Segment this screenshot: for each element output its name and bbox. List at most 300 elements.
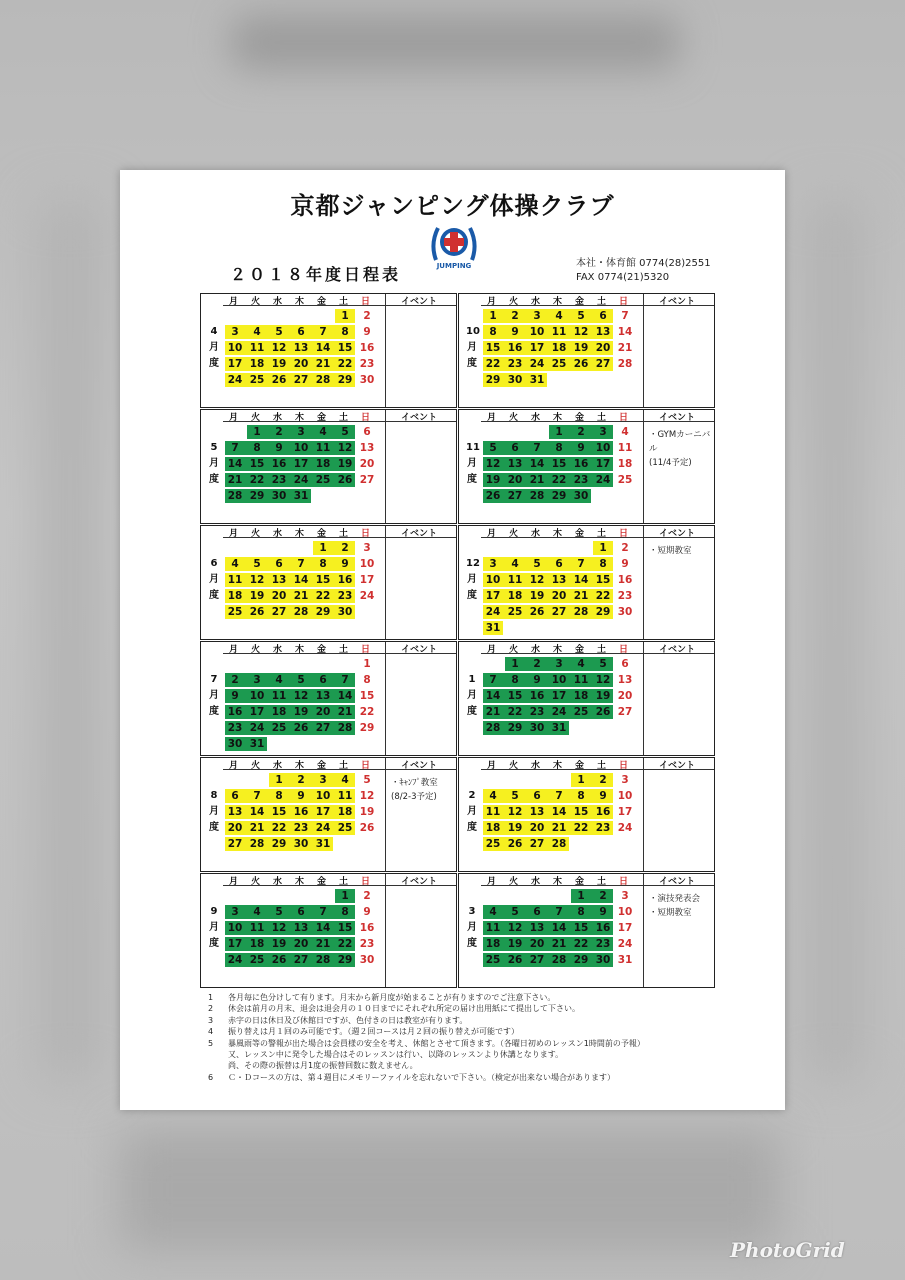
- weekday-header: 水: [273, 297, 283, 307]
- day-cell: 25: [249, 954, 265, 966]
- month-label: 10 月 度: [466, 326, 480, 369]
- day-cell: 27: [315, 722, 331, 734]
- day-cell: 2: [297, 774, 305, 786]
- day-cell: 14: [551, 922, 567, 934]
- day-cell: 11: [485, 806, 501, 818]
- day-cell: 24: [485, 606, 501, 618]
- day-cell: 10: [529, 326, 545, 338]
- month-label: 6 月 度: [209, 558, 219, 601]
- weekday-header: 水: [531, 413, 541, 423]
- weekday-header: 月: [487, 645, 497, 655]
- day-cell: 5: [363, 774, 371, 786]
- day-cell: 25: [271, 722, 287, 734]
- day-cell: 12: [271, 922, 287, 934]
- day-cell: 1: [275, 774, 283, 786]
- day-cell: 24: [529, 358, 545, 370]
- day-cell: 24: [249, 722, 265, 734]
- blurred-background-top: [230, 15, 680, 70]
- day-cell: 11: [485, 922, 501, 934]
- day-cell: 28: [485, 722, 501, 734]
- day-cell: 19: [271, 938, 287, 950]
- blurred-background-bottom: [120, 1130, 780, 1250]
- month-block: [200, 873, 457, 988]
- day-cell: 20: [551, 590, 567, 602]
- day-cell: 19: [529, 590, 545, 602]
- day-cell: 22: [595, 590, 611, 602]
- header-divider: [223, 305, 456, 306]
- weekday-header: 日: [361, 413, 371, 423]
- day-cell: 18: [507, 590, 523, 602]
- day-cell: 18: [337, 806, 353, 818]
- month-label: 7 月 度: [209, 674, 219, 717]
- event-header: イベント: [401, 529, 438, 539]
- day-cell: 28: [249, 838, 265, 850]
- day-cell: 29: [337, 374, 353, 386]
- month-label: 11 月 度: [466, 442, 480, 485]
- day-cell: 27: [617, 706, 633, 718]
- day-cell: 3: [489, 558, 497, 570]
- day-cell: 27: [293, 954, 309, 966]
- day-cell: 26: [529, 606, 545, 618]
- day-cell: 2: [599, 890, 607, 902]
- day-cell: 26: [485, 490, 501, 502]
- day-cell: 21: [315, 938, 331, 950]
- month-block: [458, 409, 715, 524]
- blurred-background-right: [805, 200, 865, 1080]
- day-cell: 4: [489, 790, 497, 802]
- day-cell: 17: [485, 590, 501, 602]
- day-cell: 2: [363, 310, 371, 322]
- day-cell: 7: [319, 906, 327, 918]
- day-cell: 23: [573, 474, 589, 486]
- weekday-header: 火: [509, 297, 519, 307]
- day-cell: 7: [555, 906, 563, 918]
- day-cell: 16: [359, 342, 375, 354]
- day-cell: 20: [359, 458, 375, 470]
- event-item: ・GYMカーニバル: [649, 430, 711, 454]
- day-cell: 27: [359, 474, 375, 486]
- day-cell: 25: [485, 954, 501, 966]
- notes-section: [208, 992, 768, 1083]
- event-divider: [643, 294, 644, 407]
- day-cell: 5: [577, 310, 585, 322]
- day-cell: 30: [617, 606, 633, 618]
- day-cell: 23: [359, 358, 375, 370]
- day-cell: 10: [551, 674, 567, 686]
- header-divider: [223, 653, 456, 654]
- day-cell: 28: [315, 954, 331, 966]
- day-cell: 20: [617, 690, 633, 702]
- day-cell: 19: [507, 938, 523, 950]
- note-number: 5: [208, 1038, 214, 1048]
- day-cell: 12: [271, 342, 287, 354]
- day-cell: 17: [617, 806, 633, 818]
- weekday-header: 金: [575, 761, 585, 771]
- weekday-header: 日: [619, 877, 629, 887]
- day-cell: 7: [577, 558, 585, 570]
- day-cell: 6: [231, 790, 239, 802]
- day-cell: 2: [621, 542, 629, 554]
- month-block: [458, 641, 715, 756]
- day-cell: 19: [507, 822, 523, 834]
- day-cell: 2: [599, 774, 607, 786]
- day-cell: 7: [231, 442, 239, 454]
- day-cell: 23: [617, 590, 633, 602]
- day-cell: 16: [595, 922, 611, 934]
- weekday-header: 木: [553, 877, 563, 887]
- note-line: [208, 1060, 768, 1071]
- month-block: [458, 525, 715, 640]
- day-cell: 30: [573, 490, 589, 502]
- weekday-header: 月: [229, 413, 239, 423]
- day-cell: 20: [227, 822, 243, 834]
- day-cell: 25: [485, 838, 501, 850]
- day-cell: 16: [617, 574, 633, 586]
- day-cell: 30: [359, 954, 375, 966]
- day-cell: 21: [249, 822, 265, 834]
- weekday-header: 水: [531, 761, 541, 771]
- day-cell: 10: [293, 442, 309, 454]
- day-cell: 4: [253, 326, 261, 338]
- day-cell: 26: [337, 474, 353, 486]
- day-cell: 8: [341, 906, 349, 918]
- note-number: 1: [208, 993, 214, 1002]
- day-cell: 25: [315, 474, 331, 486]
- day-cell: 2: [231, 674, 239, 686]
- day-cell: 12: [337, 442, 353, 454]
- header-divider: [223, 885, 456, 886]
- day-cell: 25: [337, 822, 353, 834]
- day-cell: 6: [555, 558, 563, 570]
- day-cell: 14: [293, 574, 309, 586]
- day-cell: 26: [293, 722, 309, 734]
- event-item: (11/4予定): [649, 458, 692, 468]
- day-cell: 8: [511, 674, 519, 686]
- month-block: [200, 409, 457, 524]
- weekday-header: 月: [487, 413, 497, 423]
- day-cell: 16: [595, 806, 611, 818]
- day-cell: 24: [359, 590, 375, 602]
- weekday-header: 日: [619, 297, 629, 307]
- day-cell: 11: [227, 574, 243, 586]
- day-cell: 16: [293, 806, 309, 818]
- weekday-header: 金: [575, 529, 585, 539]
- club-logo-icon: [426, 220, 482, 272]
- day-cell: 31: [293, 490, 309, 502]
- day-cell: 15: [315, 574, 331, 586]
- day-cell: 3: [555, 658, 563, 670]
- day-cell: 13: [359, 442, 375, 454]
- note-line: [208, 1003, 768, 1014]
- day-cell: 22: [271, 822, 287, 834]
- day-cell: 18: [271, 706, 287, 718]
- day-cell: 5: [511, 790, 519, 802]
- day-cell: 2: [577, 426, 585, 438]
- day-cell: 9: [231, 690, 239, 702]
- weekday-header: 木: [295, 413, 305, 423]
- month-label: 1 月 度: [467, 674, 477, 717]
- day-cell: 25: [227, 606, 243, 618]
- day-cell: 21: [573, 590, 589, 602]
- day-cell: 23: [507, 358, 523, 370]
- day-cell: 14: [529, 458, 545, 470]
- weekday-header: 月: [229, 529, 239, 539]
- note-text: Ｃ・Ｄコースの方は、第４週目にメモリーファイルを忘れないで下さい。（検定が出来ない場合があります）: [228, 1072, 616, 1082]
- weekday-header: 日: [361, 529, 371, 539]
- day-cell: 6: [297, 326, 305, 338]
- weekday-header: 土: [339, 413, 349, 423]
- note-number: 4: [208, 1027, 214, 1037]
- event-divider: [643, 874, 644, 987]
- day-cell: 18: [617, 458, 633, 470]
- weekday-header: 火: [509, 645, 519, 655]
- day-cell: 27: [529, 954, 545, 966]
- weekday-header: 水: [531, 645, 541, 655]
- day-cell: 18: [485, 938, 501, 950]
- day-cell: 10: [359, 558, 375, 570]
- note-line: [208, 992, 768, 1003]
- day-cell: 20: [293, 358, 309, 370]
- day-cell: 4: [275, 674, 283, 686]
- day-cell: 7: [533, 442, 541, 454]
- day-cell: 19: [337, 458, 353, 470]
- day-cell: 23: [227, 722, 243, 734]
- day-cell: 14: [617, 326, 633, 338]
- weekday-header: 日: [361, 645, 371, 655]
- day-cell: 11: [507, 574, 523, 586]
- day-cell: 13: [617, 674, 633, 686]
- day-cell: 9: [599, 790, 607, 802]
- day-cell: 24: [227, 374, 243, 386]
- day-cell: 23: [529, 706, 545, 718]
- day-cell: 14: [573, 574, 589, 586]
- day-cell: 27: [551, 606, 567, 618]
- note-line: [208, 1015, 768, 1026]
- day-cell: 31: [617, 954, 633, 966]
- day-cell: 20: [595, 342, 611, 354]
- day-cell: 21: [617, 342, 633, 354]
- header-divider: [223, 421, 456, 422]
- day-cell: 3: [231, 906, 239, 918]
- day-cell: 24: [551, 706, 567, 718]
- weekday-header: 月: [229, 645, 239, 655]
- day-cell: 11: [249, 342, 265, 354]
- day-cell: 23: [293, 822, 309, 834]
- day-cell: 19: [249, 590, 265, 602]
- weekday-header: 木: [295, 297, 305, 307]
- weekday-header: 木: [553, 297, 563, 307]
- weekday-header: 木: [553, 413, 563, 423]
- day-cell: 15: [249, 458, 265, 470]
- day-cell: 29: [249, 490, 265, 502]
- calendar-grid: [200, 293, 715, 1021]
- day-cell: 30: [293, 838, 309, 850]
- day-cell: 1: [577, 890, 585, 902]
- event-divider: [385, 758, 386, 871]
- day-cell: 20: [271, 590, 287, 602]
- day-cell: 1: [363, 658, 371, 670]
- header-divider: [481, 421, 714, 422]
- event-list: [649, 892, 700, 920]
- note-text: 又、レッスン中に発令した場合はそのレッスンは行い、以降のレッスンより休講となります。: [228, 1050, 564, 1060]
- day-cell: 23: [595, 938, 611, 950]
- weekday-header: 日: [619, 413, 629, 423]
- day-cell: 14: [337, 690, 353, 702]
- day-cell: 13: [507, 458, 523, 470]
- day-cell: 24: [617, 822, 633, 834]
- note-text: 休会は前月の月末、退会は退会月の１０日までにそれぞれ所定の届け出用紙にて提出して下さい。: [228, 1004, 580, 1014]
- day-cell: 12: [249, 574, 265, 586]
- weekday-header: 土: [339, 529, 349, 539]
- day-cell: 5: [511, 906, 519, 918]
- day-cell: 12: [293, 690, 309, 702]
- day-cell: 15: [573, 806, 589, 818]
- day-cell: 15: [337, 342, 353, 354]
- weekday-header: 金: [317, 645, 327, 655]
- day-cell: 30: [337, 606, 353, 618]
- day-cell: 8: [341, 326, 349, 338]
- event-divider: [643, 526, 644, 639]
- day-cell: 10: [617, 906, 633, 918]
- day-cell: 16: [359, 922, 375, 934]
- weekday-header: 火: [251, 645, 261, 655]
- day-cell: 17: [617, 922, 633, 934]
- day-cell: 6: [599, 310, 607, 322]
- day-cell: 22: [359, 706, 375, 718]
- day-cell: 31: [485, 622, 501, 634]
- month-block: [458, 293, 715, 408]
- day-cell: 21: [551, 938, 567, 950]
- day-cell: 27: [595, 358, 611, 370]
- event-divider: [385, 874, 386, 987]
- event-item: ・演技発表会: [649, 894, 701, 904]
- day-cell: 28: [315, 374, 331, 386]
- day-cell: 11: [315, 442, 331, 454]
- day-cell: 12: [359, 790, 375, 802]
- day-cell: 28: [227, 490, 243, 502]
- day-cell: 13: [315, 690, 331, 702]
- weekday-header: 金: [575, 297, 585, 307]
- day-cell: 10: [227, 342, 243, 354]
- month-block: [458, 873, 715, 988]
- weekday-header: 水: [273, 529, 283, 539]
- day-cell: 22: [573, 822, 589, 834]
- note-text: 尚、その際の振替は月1度の振替回数に数えません。: [228, 1061, 418, 1071]
- day-cell: 9: [363, 906, 371, 918]
- day-cell: 17: [227, 358, 243, 370]
- weekday-header: 火: [251, 877, 261, 887]
- day-cell: 26: [359, 822, 375, 834]
- event-divider: [385, 526, 386, 639]
- day-cell: 15: [595, 574, 611, 586]
- day-cell: 16: [227, 706, 243, 718]
- day-cell: 18: [249, 358, 265, 370]
- day-cell: 24: [595, 474, 611, 486]
- day-cell: 16: [337, 574, 353, 586]
- day-cell: 4: [319, 426, 327, 438]
- day-cell: 5: [489, 442, 497, 454]
- weekday-header: 火: [251, 761, 261, 771]
- day-cell: 9: [511, 326, 519, 338]
- day-cell: 18: [227, 590, 243, 602]
- day-cell: 9: [341, 558, 349, 570]
- day-cell: 29: [551, 490, 567, 502]
- day-cell: 22: [337, 358, 353, 370]
- day-cell: 6: [621, 658, 629, 670]
- day-cell: 16: [507, 342, 523, 354]
- day-cell: 21: [293, 590, 309, 602]
- weekday-header: 木: [553, 761, 563, 771]
- blurred-background-left: [40, 200, 100, 1080]
- day-cell: 15: [573, 922, 589, 934]
- day-cell: 24: [227, 954, 243, 966]
- day-cell: 5: [275, 326, 283, 338]
- day-cell: 20: [293, 938, 309, 950]
- day-cell: 3: [363, 542, 371, 554]
- day-cell: 26: [507, 954, 523, 966]
- event-header: イベント: [401, 297, 438, 307]
- weekday-header: 金: [317, 761, 327, 771]
- day-cell: 28: [551, 838, 567, 850]
- month-block: [200, 293, 457, 408]
- club-title: 京都ジャンピング体操クラブ: [290, 192, 615, 220]
- day-cell: 2: [533, 658, 541, 670]
- day-cell: 3: [297, 426, 305, 438]
- day-cell: 28: [551, 954, 567, 966]
- day-cell: 23: [595, 822, 611, 834]
- day-cell: 4: [621, 426, 629, 438]
- day-cell: 4: [341, 774, 349, 786]
- day-cell: 29: [485, 374, 501, 386]
- month-label: 2 月 度: [467, 790, 477, 833]
- contact-phone: 本社・体育館 0774(28)2551: [576, 258, 711, 269]
- weekday-header: 火: [509, 877, 519, 887]
- event-header: イベント: [401, 413, 438, 423]
- day-cell: 3: [621, 890, 629, 902]
- day-cell: 21: [227, 474, 243, 486]
- weekday-header: 土: [597, 413, 607, 423]
- weekday-header: 金: [317, 413, 327, 423]
- day-cell: 7: [341, 674, 349, 686]
- day-cell: 15: [337, 922, 353, 934]
- header-divider: [481, 885, 714, 886]
- day-cell: 31: [529, 374, 545, 386]
- day-cell: 22: [249, 474, 265, 486]
- day-cell: 5: [599, 658, 607, 670]
- month-label: 12 月 度: [466, 558, 480, 601]
- day-cell: 26: [573, 358, 589, 370]
- event-item: ・短期教室: [649, 546, 692, 556]
- day-cell: 5: [341, 426, 349, 438]
- day-cell: 29: [271, 838, 287, 850]
- day-cell: 7: [253, 790, 261, 802]
- day-cell: 20: [529, 938, 545, 950]
- day-cell: 7: [489, 674, 497, 686]
- day-cell: 28: [293, 606, 309, 618]
- day-cell: 27: [271, 606, 287, 618]
- month-block: [200, 757, 457, 872]
- day-cell: 3: [253, 674, 261, 686]
- day-cell: 28: [617, 358, 633, 370]
- day-cell: 31: [551, 722, 567, 734]
- day-cell: 10: [595, 442, 611, 454]
- day-cell: 24: [315, 822, 331, 834]
- day-cell: 11: [249, 922, 265, 934]
- weekday-header: 金: [575, 413, 585, 423]
- header-divider: [481, 305, 714, 306]
- day-cell: 8: [275, 790, 283, 802]
- day-cell: 1: [319, 542, 327, 554]
